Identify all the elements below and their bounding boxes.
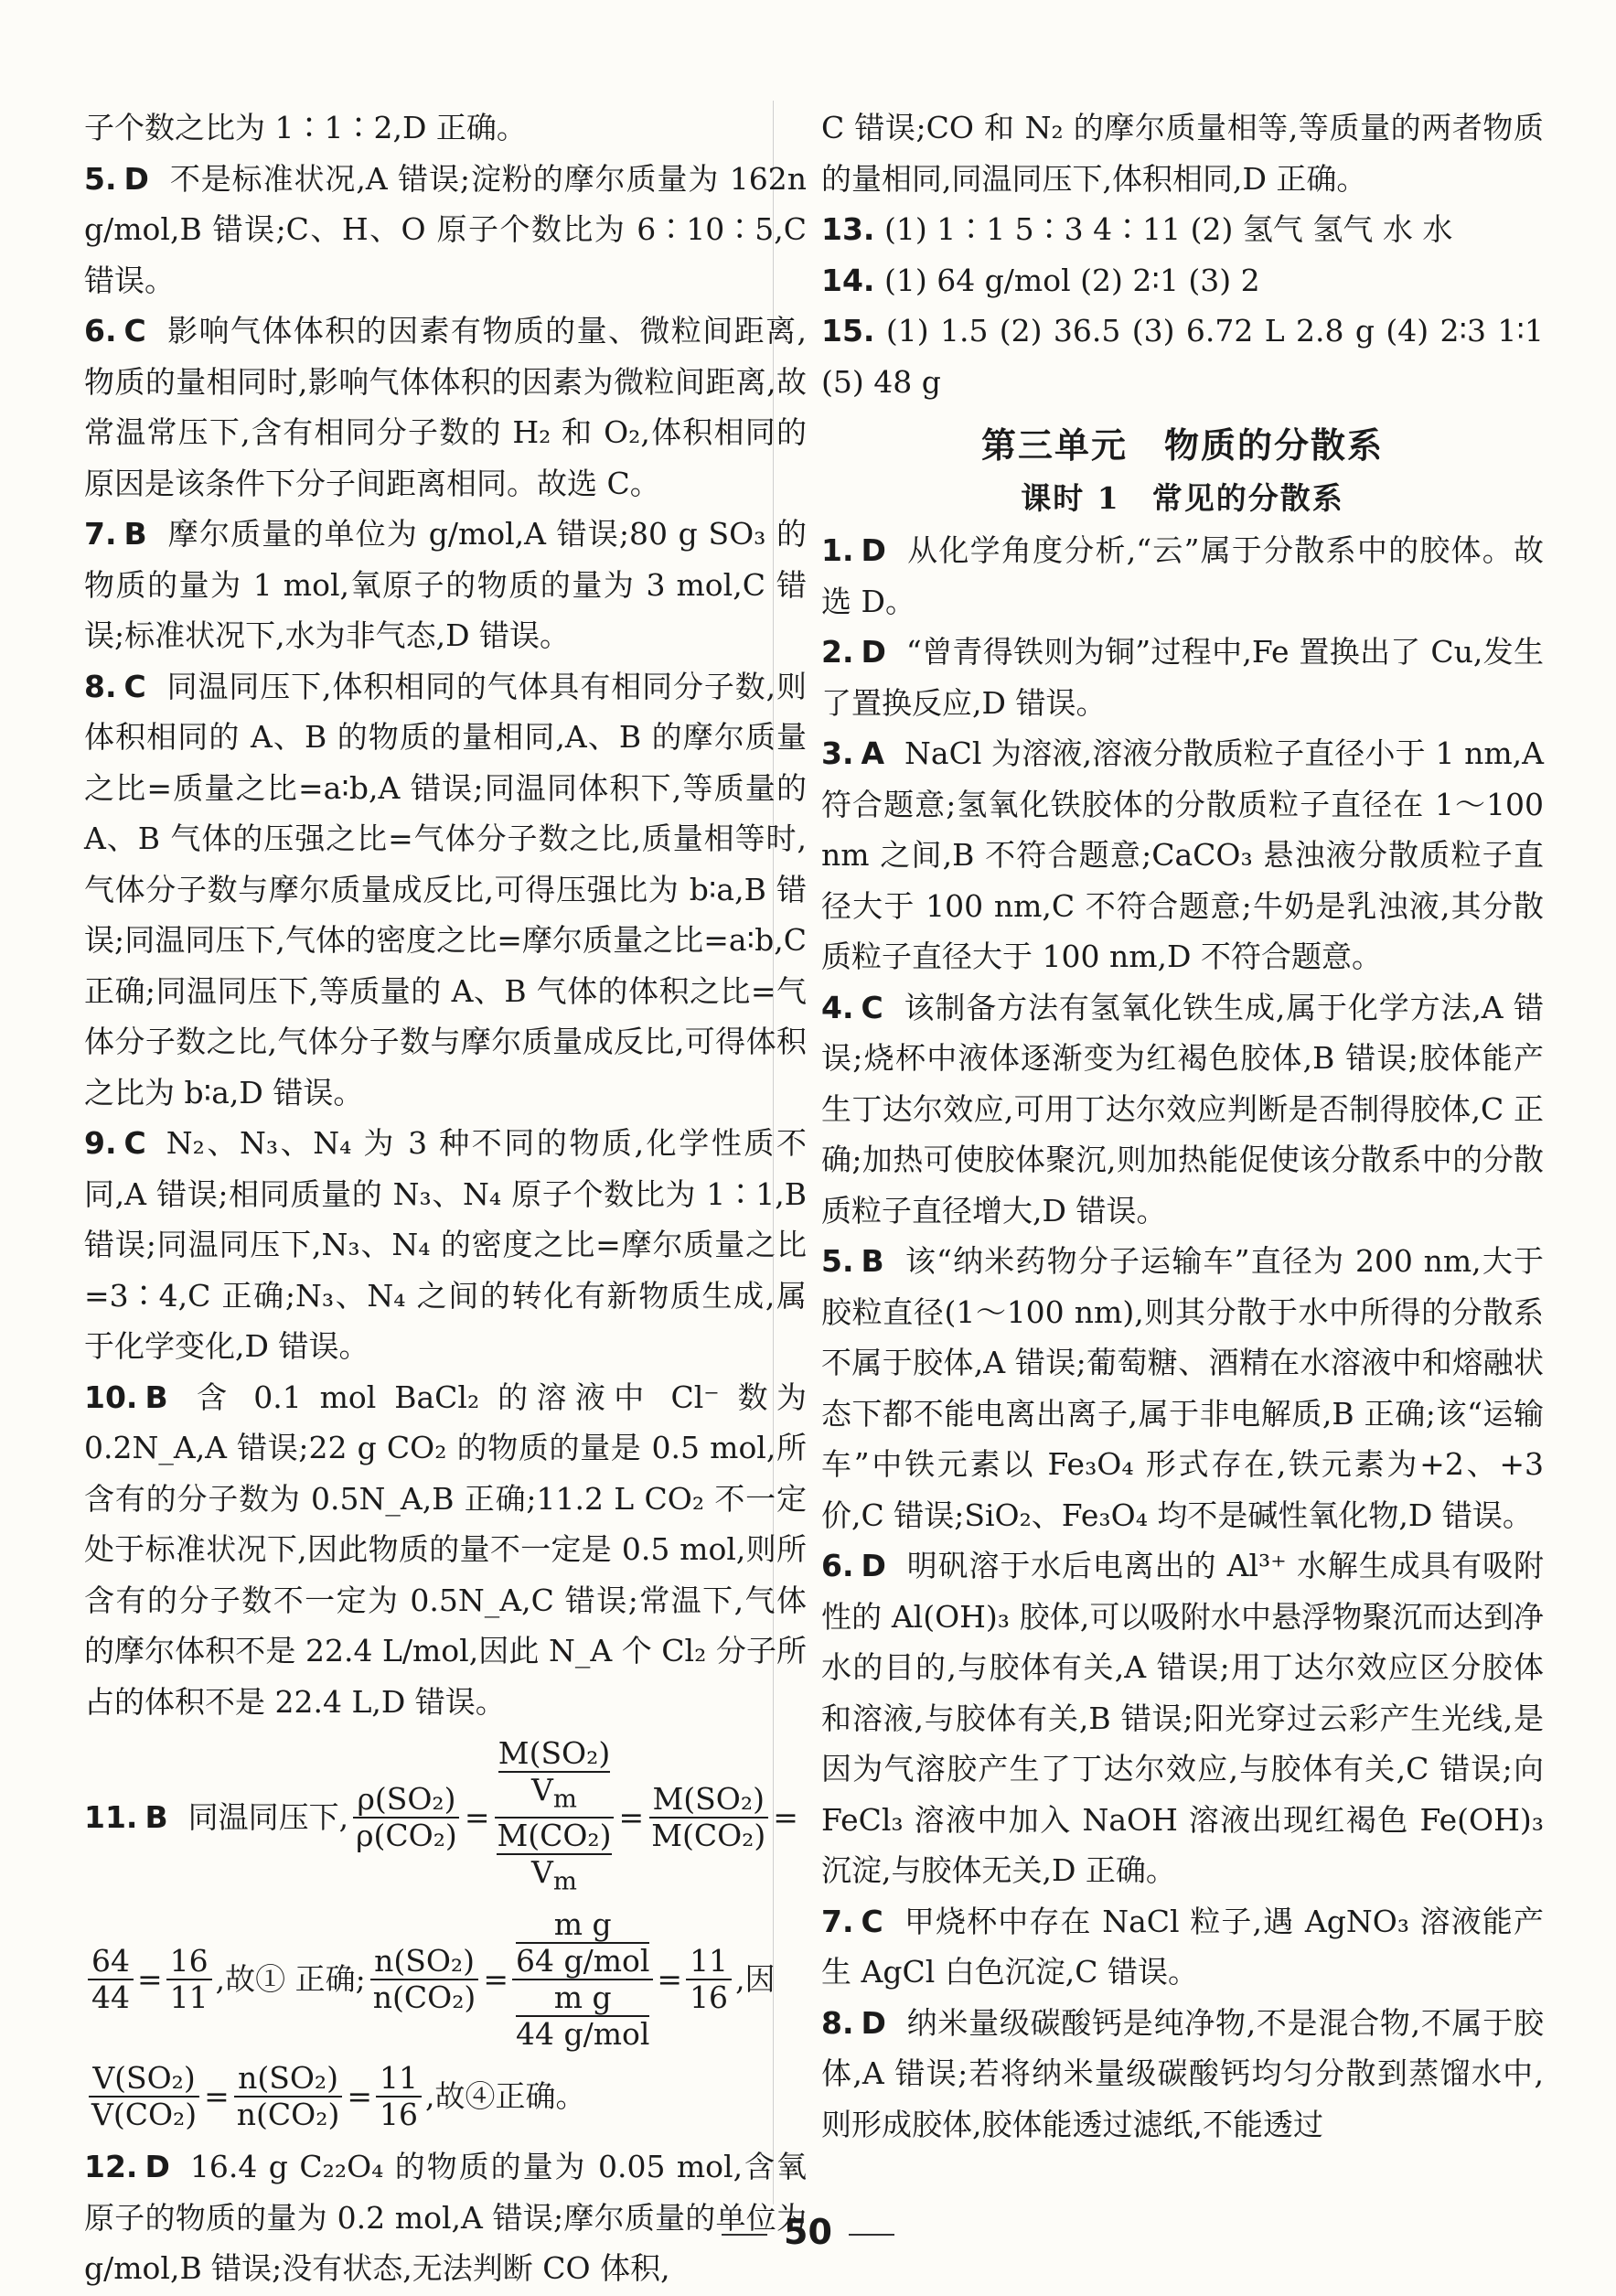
unit-title: 第三单元 物质的分散系	[980, 424, 1384, 466]
density-ratio: $\frac{\text{ρ(SO₂)}}{\text{ρ(CO₂)}}$	[352, 1782, 461, 1853]
answer-15: 15. (1) 1.5 (2) 36.5 (3) 6.72 L 2.8 g (4) 2∶3 1∶1 (5) 48 g	[821, 313, 1544, 400]
answer-12: 12. D 16.4 g C₂₂O₄ 的物质的量为 0.05 mol,含氧原子的物质的量为 0.2 mol,A 错误;摩尔质量的单位为 g/mol,B 错误;没有状态,无法判断 CO 体积,	[84, 2149, 807, 2287]
answer-5: 5. D 不是标准状况,A 错误;淀粉的摩尔质量为 162n g/mol,B 错误;C、H、O 原子个数比为 6∶10∶5,C 错误。	[84, 160, 807, 298]
page-number: 50	[0, 2212, 1616, 2252]
continued-text: C 错误;CO 和 N₂ 的摩尔质量相等,等质量的两者物质的量相同,同温同压下,体积相同,D 正确。	[821, 110, 1544, 197]
formula-line-2: $\frac{64}{44}$ = $\frac{16}{11}$ ,故① 正确; $\frac{\text{n(SO₂)}}{\text{n(CO₂)}}$ = m g 64 g/mol m g 44 g/mol = $\frac{11}{16}$ ,因	[84, 1907, 807, 2052]
molar-mass-ratio: $\frac{\text{M(SO₂)}}{\text{M(CO₂)}}$	[647, 1782, 769, 1853]
continued-text: 子个数之比为 1∶1∶2,D 正确。	[84, 110, 527, 145]
right-column	[821, 102, 1544, 2150]
answer-r2: 2. D “曾青得铁则为铜”过程中,Fe 置换出了 Cu,发生了置换反应,D 错误。	[821, 634, 1544, 721]
answer-10: 10. B 含 0.1 mol BaCl₂ 的溶液中 Cl⁻ 数为 0.2N_A,A 错误;22 g CO₂ 的物质的量是 0.5 mol,所含有的分子数为 0.5N_A,B 正确;11.2 L CO₂ 不一定处于标准状况下,因此物质的量不一定是 0.5 mol,则所含有的分子数不一定为 0.5N_A,C 错误;常温下,气体的摩尔体积不是 22.4 L/mol,因此 N_A 个 Cl₂ 分子所占的体积不是 22.4 L,D 错误。	[84, 1379, 807, 1720]
answer-r6: 6. D 明矾溶于水后电离出的 Al³⁺ 水解生成具有吸附性的 Al(OH)₃ 胶体,可以吸附水中悬浮物聚沉而达到净水的目的,与胶体有关,A 错误;用丁达尔效应区分胶体和溶液,与胶体有关,B 错误;阳光穿过云彩产生光线,是因为气溶胶产生了丁达尔效应,与胶体有关,C 错误;向 FeCl₃ 溶液中加入 NaOH 溶液出现红褐色 Fe(OH)₃ 沉淀,与胶体无关,D 正确。	[821, 1548, 1544, 1888]
answer-9: 9. C N₂、N₃、N₄ 为 3 种不同的物质,化学性质不同,A 错误;相同质量的 N₃、N₄ 原子个数比为 1∶1,B 错误;同温同压下,N₃、N₄ 的密度之比=摩尔质量之比=3∶4,C 正确;N₃、N₄ 之间的转化有新物质生成,属于化学变化,D 错误。	[84, 1125, 807, 1364]
answer-r5: 5. B 该“纳米药物分子运输车”直径为 200 nm,大于胶粒直径(1～100 nm),则其分散于水中所得的分散系不属于胶体,A 错误;葡萄糖、酒精在水溶液中和熔融状态下都不能电离出离子,属于非电解质,B 正确;该“运输车”中铁元素以 Fe₃O₄ 形式存在,铁元素为+2、+3 价,C 错误;SiO₂、Fe₃O₄ 均不是碱性氧化物,D 错误。	[821, 1243, 1544, 1533]
formula-line-1: 11. B 同温同压下, $\frac{\text{ρ(SO₂)}}{\text{ρ(CO₂)}}$ = $\frac{\frac{\text{M(SO₂)}}{V_m}}{\frac{\text{M(CO₂)}}{V_m}}$ = $\frac{\text{M(SO₂)}}{\text{M(CO₂)}}$ =	[84, 1736, 807, 1898]
answer-13: 13. (1) 1∶1 5∶3 4∶11 (2) 氢气 氢气 水 水	[821, 211, 1453, 247]
molar-volume-ratio: $\frac{\frac{\text{M(SO₂)}}{V_m}}{\frac{\text{M(CO₂)}}{V_m}}$	[493, 1736, 615, 1898]
answer-6: 6. C 影响气体体积的因素有物质的量、微粒间距离,物质的量相同时,影响气体体积的因素为微粒间距离,故常温常压下,含有相同分子数的 H₂ 和 O₂,体积相同的原因是该条件下分子间距离相同。故选 C。	[84, 313, 807, 501]
left-column	[84, 102, 807, 2294]
answer-11	[84, 1736, 807, 2132]
answer-8: 8. C 同温同压下,体积相同的气体具有相同分子数,则体积相同的 A、B 的物质的量相同,A、B 的摩尔质量之比=质量之比=a∶b,A 错误;同温同体积下,等质量的 A、B 气体的压强之比=气体分子数之比,质量相等时,气体分子数与摩尔质量成反比,可得压强比为 b∶a,B 错误;同温同压下,气体的密度之比=摩尔质量之比=a∶b,C 正确;同温同压下,等质量的 A、B 气体的体积之比=气体分子数之比,气体分子数与摩尔质量成反比,可得体积之比为 b∶a,D 错误。	[84, 668, 807, 1110]
answer-7: 7. B 摩尔质量的单位为 g/mol,A 错误;80 g SO₃ 的物质的量为 1 mol,氧原子的物质的量为 3 mol,C 错误;标准状况下,水为非气态,D 错误。	[84, 516, 807, 653]
answer-r1: 1. D 从化学角度分析,“云”属于分散系中的胶体。故选 D。	[821, 532, 1544, 619]
formula-line-3: $\frac{\text{V(SO₂)}}{\text{V(CO₂)}}$ = $\frac{\text{n(SO₂)}}{\text{n(CO₂)}}$ = $\frac{11}{16}$ ,故④正确。	[84, 2061, 807, 2132]
answer-r7: 7. C 甲烧杯中存在 NaCl 粒子,遇 AgNO₃ 溶液能产生 AgCl 白色沉淀,C 错误。	[821, 1903, 1544, 1990]
lesson-title: 课时 1 常见的分散系	[1021, 479, 1344, 516]
answer-14: 14. (1) 64 g/mol (2) 2∶1 (3) 2	[821, 262, 1260, 298]
answer-r3: 3. A NaCl 为溶液,溶液分散质粒子直径小于 1 nm,A 符合题意;氢氧化铁胶体的分散质粒子直径在 1～100 nm 之间,B 不符合题意;CaCO₃ 悬浊液分散质粒子直径大于 100 nm,C 不符合题意;牛奶是乳浊液,其分散质粒子直径大于 100 nm,D 不符合题意。	[821, 735, 1544, 974]
answer-r8: 8. D 纳米量级碳酸钙是纯净物,不是混合物,不属于胶体,A 错误;若将纳米量级碳酸钙均匀分散到蒸馏水中,则形成胶体,胶体能透过滤纸,不能透过	[821, 2004, 1544, 2142]
answer-r4: 4. C 该制备方法有氢氧化铁生成,属于化学方法,A 错误;烧杯中液体逐渐变为红褐色胶体,B 错误;胶体能产生丁达尔效应,可用丁达尔效应判断是否制得胶体,C 正确;加热可使胶体聚沉,则加热能促使该分散系中的分散质粒子直径增大,D 错误。	[821, 989, 1544, 1228]
